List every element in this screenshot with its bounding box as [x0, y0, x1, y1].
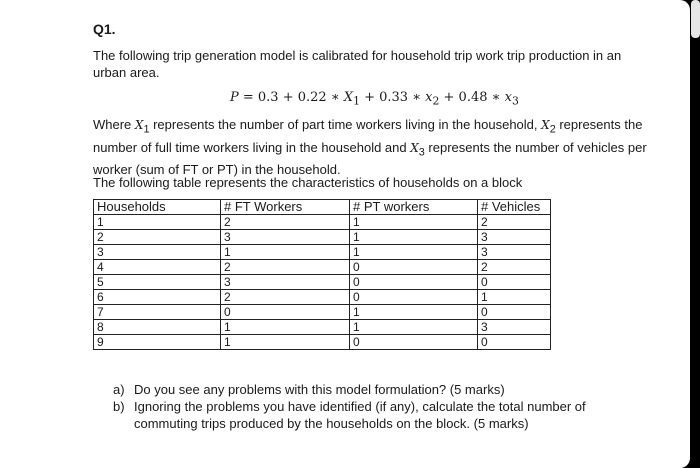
pt-cell: 0 — [350, 260, 478, 275]
household-table — [93, 199, 551, 350]
ft-cell: 2 — [221, 215, 350, 230]
vehicles-cell: 0 — [478, 305, 551, 320]
table-row — [94, 275, 551, 290]
where-var-2: X — [541, 118, 550, 132]
where-var-3: X — [410, 140, 419, 155]
header-ft-workers: # FT Workers — [221, 200, 350, 215]
question-a-label: a) — [113, 382, 125, 397]
model-equation — [230, 90, 519, 108]
vehicles-cell: 0 — [478, 275, 551, 290]
where-sub-1: 1 — [143, 123, 150, 136]
header-pt-workers: # PT workers — [350, 200, 478, 215]
table-header-row — [94, 200, 551, 215]
scrollbar[interactable] — [691, 0, 700, 38]
household-cell: 1 — [94, 215, 221, 230]
household-cell: 2 — [94, 230, 221, 245]
vehicles-cell: 2 — [478, 260, 551, 275]
vehicles-cell: 3 — [478, 230, 551, 245]
where-part-1: Where — [93, 117, 135, 132]
table-row — [94, 230, 551, 245]
eq-x2: x — [425, 90, 433, 105]
ft-cell: 2 — [221, 260, 350, 275]
eq-plus3: + 0.48 ∗ — [439, 90, 505, 105]
pt-cell: 0 — [350, 290, 478, 305]
household-cell: 4 — [94, 260, 221, 275]
ft-cell: 3 — [221, 230, 350, 245]
pt-cell: 0 — [350, 335, 478, 350]
table-row — [94, 335, 551, 350]
ft-cell: 3 — [221, 275, 350, 290]
ft-cell: 0 — [221, 305, 350, 320]
household-cell: 5 — [94, 275, 221, 290]
eq-x1-sub: 1 — [353, 94, 360, 108]
ft-cell: 1 — [221, 320, 350, 335]
eq-x3: x — [504, 90, 512, 105]
where-part-2: represents the number of part time workers living in the household, — [149, 117, 542, 132]
household-cell: 7 — [94, 305, 221, 320]
eq-plus2: + 0.33 ∗ — [359, 90, 426, 105]
table-row — [94, 245, 551, 260]
question-a-text: Do you see any problems with this model formulation? (5 marks) — [134, 382, 505, 397]
eq-x3-sub: 3 — [511, 94, 519, 108]
intro-text: The following trip generation model is calibrated for household trip work trip production in an urban area. — [93, 48, 622, 80]
where-sub-3: 3 — [418, 146, 425, 159]
question-item-a — [113, 381, 633, 398]
table-row — [94, 320, 551, 335]
table-caption: The following table represents the characteristics of households on a block — [93, 175, 523, 190]
vehicles-cell: 0 — [478, 335, 551, 350]
pt-cell: 1 — [350, 320, 478, 335]
where-var-1: X — [134, 118, 144, 132]
pt-cell: 1 — [350, 215, 478, 230]
question-b-text: Ignoring the problems you have identified (if any), calculate the total number of commuting trips produced by the households on the block. (5 marks) — [134, 399, 586, 431]
pt-cell: 0 — [350, 275, 478, 290]
pt-cell: 1 — [350, 230, 478, 245]
sub-questions — [113, 381, 633, 432]
ft-cell: 1 — [221, 335, 350, 350]
eq-x1: X — [343, 90, 354, 105]
household-cell: 3 — [94, 245, 221, 260]
header-vehicles: # Vehicles — [478, 200, 551, 215]
household-cell: 8 — [94, 320, 221, 335]
pt-cell: 1 — [350, 245, 478, 260]
header-households: Households — [94, 200, 221, 215]
eq-lhs: P — [230, 90, 239, 105]
table-row — [94, 260, 551, 275]
ft-cell: 2 — [221, 290, 350, 305]
eq-equals: = 0.3 + 0.22 ∗ — [238, 90, 344, 105]
table-row — [94, 215, 551, 230]
vehicles-cell: 3 — [478, 320, 551, 335]
where-sub-2: 2 — [549, 123, 556, 136]
question-b-label: b) — [113, 399, 125, 414]
vehicles-cell: 2 — [478, 215, 551, 230]
question-item-b — [113, 398, 633, 432]
household-cell: 6 — [94, 290, 221, 305]
vehicles-cell: 1 — [478, 290, 551, 305]
eq-x2-sub: 2 — [432, 94, 440, 108]
table-row — [94, 290, 551, 305]
pt-cell: 1 — [350, 305, 478, 320]
question-label: Q1. — [93, 21, 116, 37]
ft-cell: 1 — [221, 245, 350, 260]
variable-definitions — [93, 116, 653, 178]
vehicles-cell: 3 — [478, 245, 551, 260]
table-row — [94, 305, 551, 320]
where-part-3: represents the number of full time workers living in the household and — [93, 117, 643, 155]
household-cell: 9 — [94, 335, 221, 350]
where-part-4: represents the number of vehicles per worker (sum of FT or PT) in the household. — [93, 139, 647, 178]
